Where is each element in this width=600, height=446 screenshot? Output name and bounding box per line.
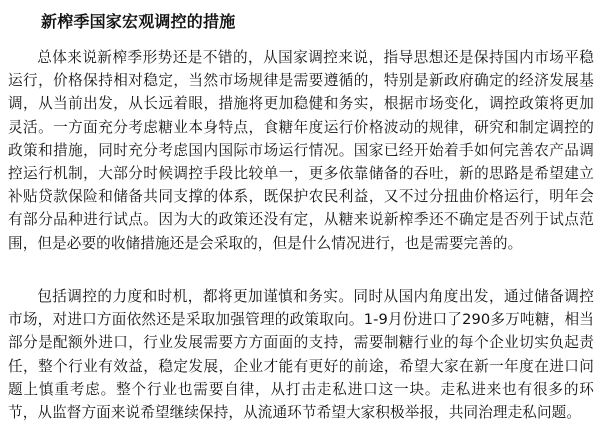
article-paragraph-1: 总体来说新榨季形势还是不错的，从国家调控来说，指导思想还是保持国内市场平稳运行，价格保持相对稳定，当然市场规律是需要遵循的，特别是新政府确定的经济发展基调，从当前出发，从长远着眼，措施将更加稳健和务实，根据市场变化，调控政策将更加灵活。一方面充分考虑糖业本身特点，食糖年度运行价格波动的规律，研究和制定调控的政策和措施，同时充分考虑国内国际市场运行情况。国家已经开始着手如何完善农产品调控运行机制，大部分时候调控手段比较单一，更多依靠储备的吞吐，新的思路是希望建立补贴贷款保险和储备共同支撑的体系，既保护农民利益，又不过分扭曲价格运行，明年会有部分品种进行试点。因为大的政策还没有定，从糖来说新榨季还不确定是否列于试点范围，但是必要的收储措施还是会采取的，但是什么情况进行，也是需要完善的。: [8, 49, 594, 252]
article-paragraph-2: 包括调控的力度和时机，都将更加谨慎和务实。同时从国内角度出发，通过储备调控市场，对进口方面依然还是采取加强管理的政策取向。1-9月份进口了290多万吨糖，相当部分是配额外进口，行业发展需要方方面面的支持，需要制糖行业的每个企业切实负起责任，整个行业有效益，稳定发展，企业才能有更好的前途，希望大家在新一年度在进口问题上慎重考虑。整个行业也需要自律，从打击走私进口这一块。走私进来也有很多的环节，从监督方面来说希望继续保持，从流通环节希望大家积极举报，共同治理走私问题。: [8, 288, 594, 422]
article-title: 新榨季国家宏观调控的措施: [41, 12, 236, 31]
